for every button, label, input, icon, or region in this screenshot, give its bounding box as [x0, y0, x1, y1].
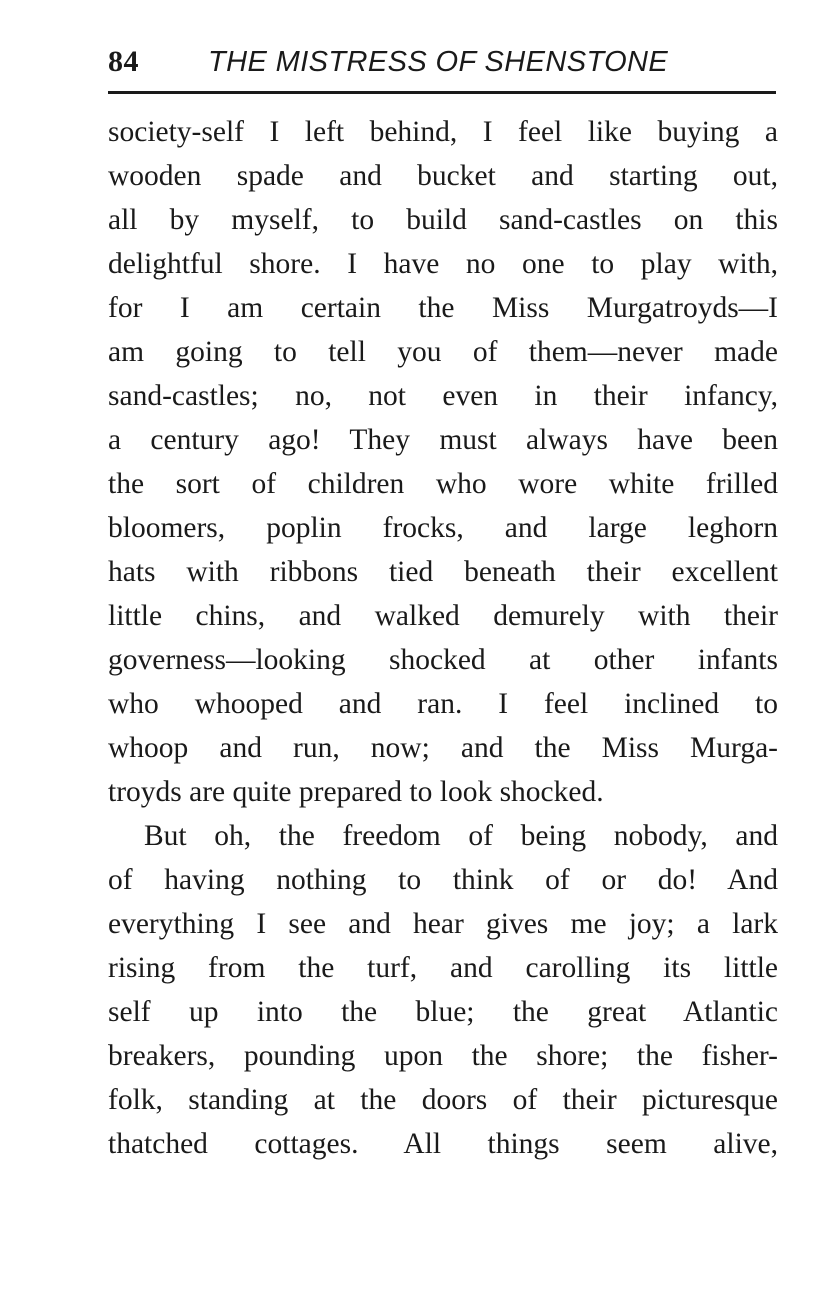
- text-line: society-self I left behind, I feel like buying a: [108, 116, 778, 148]
- text-line: folk, standing at the doors of their picturesque: [108, 1084, 778, 1116]
- text-line: breakers, pounding upon the shore; the fisher-: [108, 1040, 778, 1072]
- text-line: little chins, and walked demurely with their: [108, 600, 778, 632]
- text-line: rising from the turf, and carolling its little: [108, 952, 778, 984]
- text-line: all by myself, to build sand-castles on this: [108, 204, 778, 236]
- text-line: everything I see and hear gives me joy; a lark: [108, 908, 778, 940]
- header-rule: [108, 91, 776, 94]
- paragraph: [108, 110, 778, 814]
- page-header: [108, 42, 778, 82]
- text-line: But oh, the freedom of being nobody, and: [144, 820, 778, 852]
- text-line: sand-castles; no, not even in their infancy,: [108, 380, 778, 412]
- text-line: governess—looking shocked at other infants: [108, 644, 778, 676]
- text-line: wooden spade and bucket and starting out,: [108, 160, 778, 192]
- text-line: hats with ribbons tied beneath their excellent: [108, 556, 778, 588]
- text-line: a century ago! They must always have been: [108, 424, 778, 456]
- text-line: troyds are quite prepared to look shocked.: [108, 776, 604, 808]
- text-line: thatched cottages. All things seem alive,: [108, 1128, 778, 1160]
- text-line: bloomers, poplin frocks, and large leghorn: [108, 512, 778, 544]
- text-line: the sort of children who wore white frilled: [108, 468, 778, 500]
- text-line: self up into the blue; the great Atlantic: [108, 996, 778, 1028]
- paragraph: [108, 814, 778, 1166]
- text-line: who whooped and ran. I feel inclined to: [108, 688, 778, 720]
- text-line: of having nothing to think of or do! And: [108, 864, 778, 896]
- text-line: am going to tell you of them—never made: [108, 336, 778, 368]
- text-line: whoop and run, now; and the Miss Murga-: [108, 732, 778, 764]
- page-number: 84: [108, 45, 139, 78]
- body-text: [108, 110, 778, 1166]
- text-line: delightful shore. I have no one to play with,: [108, 248, 778, 280]
- running-head-title: THE MISTRESS OF SHENSTONE: [208, 46, 669, 78]
- text-line: for I am certain the Miss Murgatroyds—I: [108, 292, 778, 324]
